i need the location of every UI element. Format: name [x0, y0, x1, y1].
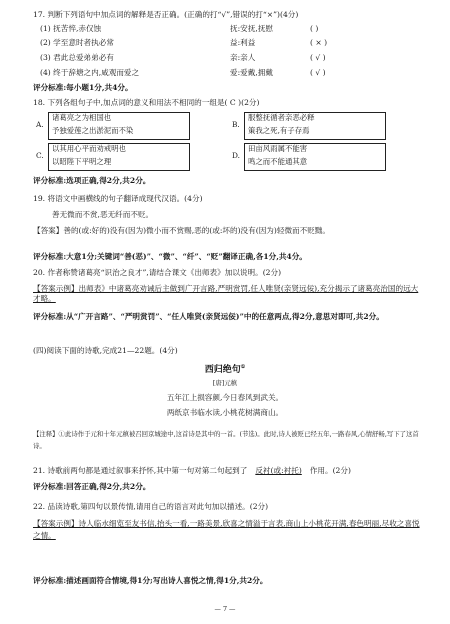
q21-score: 评分标准:回答正确,得2分,共2分。	[33, 482, 151, 491]
q17-item-2-left: (2) 学至意时者执必常	[40, 38, 114, 47]
q18-option-d-label: D.	[232, 151, 241, 160]
q17-item-1-mark: ( )	[310, 24, 319, 33]
q18-stem: 18. 下列各组句子中,加点词的意义和用法不相同的一组是( C )(2分)	[33, 98, 260, 107]
q18-option-b-label: B.	[232, 120, 240, 129]
q17-item-1-left: (1) 抚苦悴,赤仅蚀	[40, 24, 102, 33]
q17-item-4-right: 爱:爱戴,拥戴	[230, 68, 273, 77]
q17-item-3-left: (3) 君此总爱弟弟必有	[40, 53, 114, 62]
q18-option-c-line1: 以其用心平而劝戒明也	[52, 144, 126, 153]
poem-line-2: 两纸京书临水读,小桃花树满商山。	[166, 408, 284, 417]
q18-option-d-line2: 鸣之而不能通其意	[248, 157, 308, 166]
q19-score: 评分标准:大意1分;关键词“善(恶)”、“微”、“纤”、“贬”翻译正确,各1分,共4分。	[33, 252, 307, 261]
q19-quote: 善无微而不赏,恶无纤而不贬。	[52, 210, 154, 219]
q19-stem: 19. 将语文中画横线的句子翻译成现代汉语。(4分)	[33, 194, 203, 203]
q18-option-c-line2: 以昭陛下平明之理	[52, 157, 112, 166]
poem-author: [唐]元稹	[212, 379, 238, 387]
page-number: — 7 —	[214, 605, 236, 613]
q20-score: 评分标准:从“广开言路”、“严明赏罚”、“任人唯贤(亲贤远佞)”中的任意两点,得2分,意思对即可,共2分。	[33, 312, 384, 321]
poem-title: 西归绝句①	[204, 364, 246, 375]
q18-option-a-line2: 予独爱莲之出淤泥而不染	[52, 126, 134, 135]
q18-option-a-label: A.	[36, 120, 44, 129]
q18-option-d-line1: 田亩风雨属不能害	[248, 144, 308, 153]
q21-stem: 21. 诗歌前两句都是通过叙事来抒怀,其中第一句对第二句起到了 反衬(或:衬托) 作用。(2分)	[33, 466, 351, 475]
q17-item-4-mark: ( √ )	[310, 68, 326, 77]
q21-blank-answer: 反衬(或:衬托)	[255, 466, 302, 475]
q18-option-a-line1: 诸葛亮之为相国也	[52, 113, 112, 122]
q18-option-b-line2: 策我之死,有子存焉	[248, 126, 310, 135]
q17-item-2-mark: ( × )	[310, 38, 328, 47]
poem-footnote: 【注释】①此诗作于元和十年元稹被召回京城途中,这首诗是其中的一首。(节选)。此时,诗人被贬已经五年,一路春风,心情舒畅,写下了这首诗。	[33, 430, 419, 450]
q20-stem: 20. 作者称赞诸葛亮“识治之良才”,请结合课文《出师表》加以说明。(2分)	[33, 268, 282, 277]
q17-item-4-left: (4) 终于辞塘之内,咸观而爱之	[40, 68, 140, 77]
q17-item-2-right: 益:利益	[230, 38, 256, 47]
q18-option-b-line1: 服整抚循者亲恶必释	[248, 113, 315, 122]
poem-line-1: 五年江上损容颜,今日春风到武关。	[166, 393, 284, 402]
q17-item-3-right: 亲:亲人	[230, 53, 256, 62]
q18-score: 评分标准:选项正确,得2分,共2分。	[33, 176, 151, 185]
q17-stem: 17. 判断下列语句中加点词的解释是否正确。(正确的打“√”,错误的打“×”)(4分)	[33, 10, 299, 19]
q20-answer: 【答案示例】出师表》中诸葛亮劝诫后主做到广开言路,严明赏罚,任人唯贤(亲贤远佞),充分揭示了诸葛亮治国的远大才略。	[33, 284, 419, 303]
q17-score: 评分标准:每小题1分,共4分。	[33, 83, 133, 92]
part4-stem: (四)阅读下面的诗歌,完成21—22题。(4分)	[33, 346, 178, 355]
q22-score: 评分标准:描述画面符合情境,得1分;写出诗人喜悦之情,得1分,共2分。	[33, 576, 268, 585]
q22-stem: 22. 品读诗歌,第四句以景传情,请用自己的语言对此句加以描述。(2分)	[33, 502, 269, 511]
q22-answer: 【答案示例】诗人临水细览至友书信,抬头一看,一路美景,欣喜之情溢于言表,商山上小桃花开满,春色明丽,尽收之喜悦之情。	[33, 519, 420, 540]
q17-item-1-right: 抚:安抚,抚慰	[230, 24, 273, 33]
q17-item-3-mark: ( √ )	[310, 53, 326, 62]
q19-answer: 【答案】善的(或:好的)没有(因为)微小而不赏赐,恶的(或:坏的)没有(因为)轻微而不贬黜。	[33, 226, 331, 235]
q18-option-c-label: C.	[36, 151, 44, 160]
